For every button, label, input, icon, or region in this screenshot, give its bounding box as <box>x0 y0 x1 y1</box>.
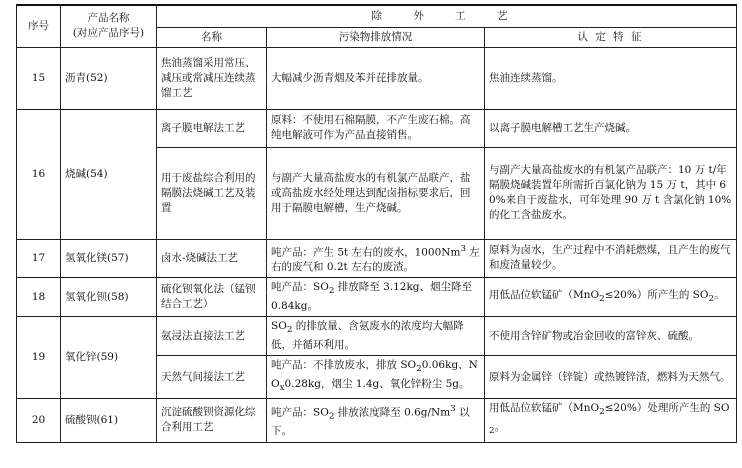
process-pollution: 与副产大量高盐废水的有机氯产品联产，盐或高盐废水经处理达到配卤指标要求后，回用于隔膜电解槽，生产烧碱。 <box>267 147 485 239</box>
row-no: 20 <box>17 399 61 442</box>
process-pollution: 吨产品：$SO_2$ 排放浓度降至 0.6g/Nm$^3$ 以下。 <box>267 399 485 442</box>
header-name: 名称 <box>157 27 267 47</box>
row-product: 沥青(52) <box>61 47 157 109</box>
row-product: 烧碱(54) <box>61 109 157 239</box>
row-no: 15 <box>17 47 61 109</box>
process-name: 用于废盐综合利用的隔膜法烧碱工艺及装置 <box>157 147 267 239</box>
process-feature: 用低品位软锰矿（MnO$_2$≤20%）处理所产生的 $SO_2$。 <box>485 399 737 442</box>
process-feature: 不使用含锌矿物或冶金回收的富锌灰、硫酸。 <box>485 317 737 356</box>
row-product: 氢氧化钡(58) <box>61 278 157 317</box>
process-feature: 原料为卤水，生产过程中不消耗燃煤，且产生的废气和废渣量较少。 <box>485 239 737 278</box>
row-no: 18 <box>17 278 61 317</box>
process-pollution: 吨产品：不排放废水，排放 $SO_20.06kg$、$NO_x0.28kg$，烟尘 1.4g、氧化锌粉尘 5g。 <box>267 356 485 399</box>
process-feature: 用低品位软锰矿（MnO$_2$≤20%）所产生的 $SO_2$。 <box>485 278 737 317</box>
header-group: 除 外 工 艺 <box>157 5 737 27</box>
process-name: 离子膜电解法工艺 <box>157 109 267 147</box>
process-feature: 原料为金属锌（锌锭）或热镀锌渣，燃料为天然气。 <box>485 356 737 399</box>
process-pollution: $SO_2$ 的排放量、含氨废水的浓度均大幅降低，并循环利用。 <box>267 317 485 356</box>
row-no: 17 <box>17 239 61 278</box>
process-pollution: 原料：不使用石棉隔膜，不产生废石棉。高纯电解液可作为产品直接销售。 <box>267 109 485 147</box>
process-pollution: 大幅减少沥青烟及苯并芘排放量。 <box>267 47 485 109</box>
process-table <box>16 4 737 443</box>
process-name: 沉淀硫酸钡资源化综合利用工艺 <box>157 399 267 442</box>
process-feature: 焦油连续蒸馏。 <box>485 47 737 109</box>
row-product: 氢氧化镁(57) <box>61 239 157 278</box>
process-feature: 以离子膜电解槽工艺生产烧碱。 <box>485 109 737 147</box>
process-pollution: 吨产品：$SO_2$ 排放降至 3.12kg、烟尘降至 0.84kg。 <box>267 278 485 317</box>
process-name: 卤水-烧碱法工艺 <box>157 239 267 278</box>
document-page <box>16 4 736 443</box>
row-no: 19 <box>17 317 61 399</box>
row-product: 氧化锌(59) <box>61 317 157 399</box>
header-pollution: 污染物排放情况 <box>267 27 485 47</box>
process-name: 天然气间接法工艺 <box>157 356 267 399</box>
process-name: 氨浸法直接法工艺 <box>157 317 267 356</box>
header-no: 序号 <box>17 5 61 47</box>
process-pollution: 吨产品：产生 5t 左右的废水，1000Nm$^3$ 左右的废气和 0.2t 左右的废渣。 <box>267 239 485 278</box>
header-product: 产品名称 (对应产品序号) <box>61 5 157 47</box>
row-no: 16 <box>17 109 61 239</box>
row-product: 硫酸钡(61) <box>61 399 157 442</box>
process-name: 硫化钡氧化法（锰钡结合工艺） <box>157 278 267 317</box>
process-name: 焦油蒸馏采用常压、减压或常减压连续蒸馏工艺 <box>157 47 267 109</box>
header-feature: 认 定 特 征 <box>485 27 737 47</box>
process-feature: 与副产大量高盐废水的有机氯产品联产：10 万 t/年隔膜烧碱装置年所需折百氯化钠为 15 万 t，其中 60%来自于废盐水，可年处理 90 万 t 含氯化钠 10%的化工含盐废水。 <box>485 147 737 239</box>
